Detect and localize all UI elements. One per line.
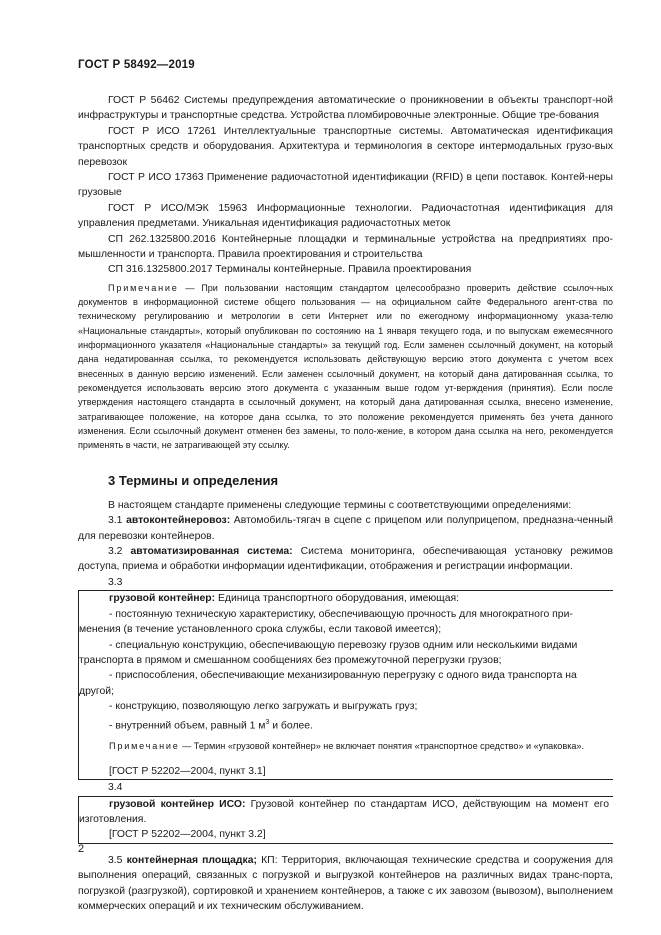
page-header: ГОСТ Р 58492—2019 (78, 59, 195, 71)
term-box-3-3 (78, 590, 613, 780)
term-number: 3.2 (108, 546, 131, 558)
term-definition: Автомобиль-тягач в сцепе с прицепом или полуприцепом, предназна-ченный для перевозки контейнеров. (78, 515, 613, 542)
ref-item: ГОСТ Р 56462 Системы предупреждения автоматические о проникновении в объекты транспорт-ной инфраструктуры и транспортные средства. Устройства пломбировочные электронные. Общие тре-бования (78, 95, 613, 122)
term-box-3-4 (78, 796, 613, 844)
list-item: - конструкцию, позволяющую легко загружать и выгружать груз; (109, 701, 418, 713)
term-source: [ГОСТ Р 52202—2004, пункт 3.2] (109, 829, 266, 841)
ref-item: ГОСТ Р ИСО 17261 Интеллектуальные транспортные системы. Автоматическая идентификация транспортных средств и оборудования. Архитектура и терминология в секторе интермодальных грузо-вых перевозок (78, 125, 613, 168)
term-definition: Грузовой контейнер по стандартам ИСО, действующим на момент его изготовления. (79, 798, 609, 825)
volume-superscript: 3 (265, 718, 270, 726)
term-number: 3.5 (108, 854, 127, 866)
term-3-3 (79, 591, 613, 606)
list-item: транспорта в прямом и смешанном сообщениях без промежуточной перегрузки грузов; (79, 654, 502, 666)
note-text: — Термин «грузовой контейнер» не включает понятия «транспортное средство» и «упаковка». (179, 741, 585, 752)
term-name: автоконтейнеровоз: (126, 515, 231, 527)
ref-item: ГОСТ Р ИСО/МЭК 15963 Информационные технологии. Радиочастотная идентификация для управления предметами. Уникальная идентификация радиочастотных меток (78, 202, 613, 230)
ref-item: ГОСТ Р ИСО 17363 Применение радиочастотной идентификации (RFID) в цепи поставок. Контей-неры грузовые (78, 172, 613, 199)
term-source: [ГОСТ Р 52202—2004, пункт 3.1] (109, 765, 266, 777)
note-text: — При пользовании настоящим стандартом целесообразно проверить действие ссылоч-ных документов в информационной системе общего пользования — на официальном сайте Федерального агент-ства по техническому регулированию и метрологии в сети Интернет или по ежегодному информационному указа-телю «Национальные стандарты», который опубликован по состоянию на 1 января текущего года, и по выпускам ежемесячного информационного указателя «Национальные стандарты» за текущий год. Если заменен ссылочный документ, на который дана недатированная ссылка, то рекомендуется использовать действующую версию этого документа с учетом всех внесенных в данную версию изменений. Если заменен ссылочный документ, на который дана датированная ссылка, то рекомендуется использовать версию этого документа с указанным выше годом ут-верждения (принятия). Если после утверждения настоящего стандарта в ссылочный документ, на который дана датированная ссылка, внесено изменение, затрагивающее положение, на которое дана ссылка, то это положение рекомендуется применять без учета данного изменения. Если ссылочный документ отменен без замены, то поло-жение, в котором дана ссылка на него, рекомендуется применять в части, не затрагивающей эту ссылку. (78, 282, 613, 451)
term-3-4 (79, 797, 613, 828)
term-number: 3.4 (108, 782, 123, 794)
term-definition: Система мониторинга, обеспечивающая установку режимов доступа, приема и обработки информации идентификации, отображения и регистрации информации. (78, 546, 613, 573)
list-item: менения (в течение установленного срока службы, если таковой имеется); (79, 624, 442, 636)
note-label: Примечание (109, 741, 180, 752)
page-number: 2 (78, 843, 85, 855)
section-title: 3 Термины и определения (108, 473, 279, 489)
term-note (79, 739, 609, 753)
list-item: другой; (79, 685, 114, 697)
term-3-1 (78, 513, 613, 544)
term-name: грузовой контейнер ИСО: (109, 798, 246, 810)
term-name: грузовой контейнер: (109, 593, 216, 605)
term-name: контейнерная площадка; (126, 854, 257, 866)
note-paragraph (78, 281, 613, 453)
volume-text: - внутренний объем, равный 1 м (109, 720, 266, 731)
volume-suffix: и более. (269, 720, 313, 731)
section-intro: В настоящем стандарте применены следующие термины с соответствующими определениями: (108, 499, 572, 511)
term-name: автоматизированная система: (130, 546, 293, 558)
page-body (78, 93, 613, 914)
term-number: 3.3 (108, 576, 123, 588)
list-item: - приспособления, обеспечивающие механизированную перегрузку с одного вида транспорта на (109, 670, 577, 682)
note-label: Примечание (108, 282, 179, 293)
list-item-volume (79, 715, 613, 734)
term-definition: Единица транспортного оборудования, имеющая: (215, 593, 460, 605)
ref-item: СП 316.1325800.2017 Терминалы контейнерные. Правила проектирования (108, 264, 472, 276)
ref-item: СП 262.1325800.2016 Контейнерные площадки и терминальные устройства на предприятиях про-мышленности и транспорта. Правила проектирования и строительства (78, 233, 613, 261)
list-item: - специальную конструкцию, обеспечивающую перевозку грузов одним или несколькими видами (109, 639, 578, 651)
term-3-5 (78, 853, 613, 915)
term-definition: КП: Территория, включающая технические средства и сооружения для выполнения операций, связанных с погрузкой и выгрузкой контейнеров на различных видах транс-порта, погрузкой (разгрузкой), сортировкой и хранением контейнеров, а также с их завозом (вывозом), выполнением коммерческих операций и их техническим обслуживанием. (78, 854, 613, 912)
term-number: 3.1 (108, 515, 127, 527)
list-item: - постоянную техническую характеристику, обеспечивающую прочность для многократного при- (109, 608, 573, 620)
term-3-2 (78, 544, 613, 575)
